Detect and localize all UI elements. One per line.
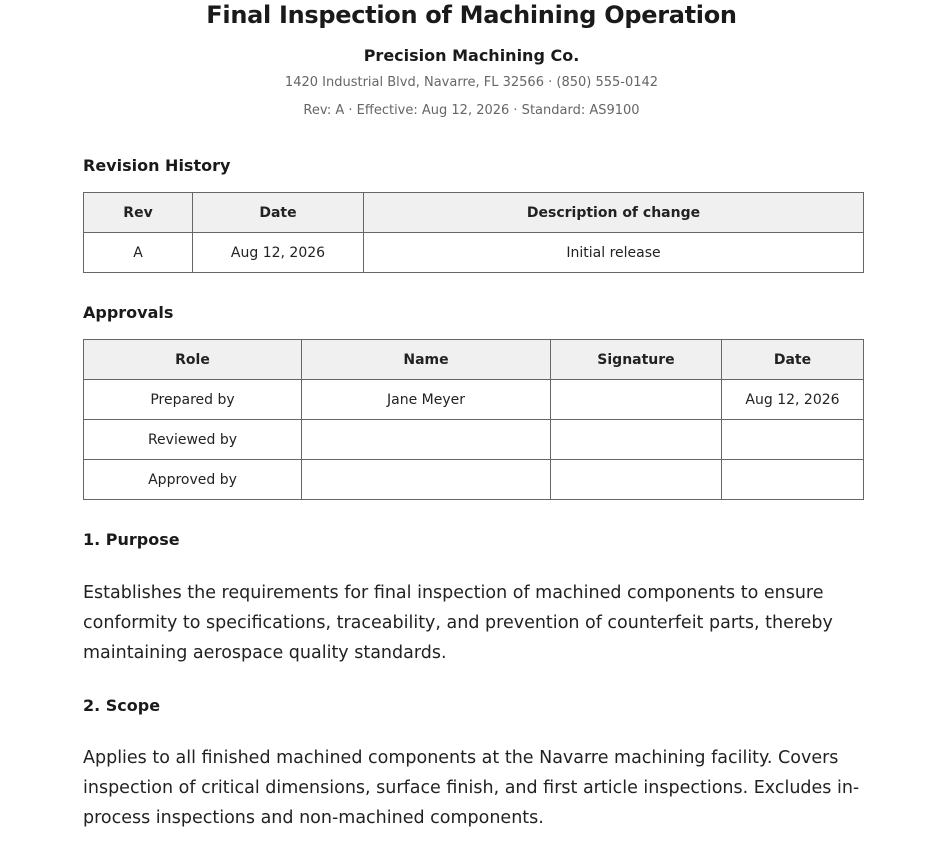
purpose-text: Establishes the requirements for final inspection of machined components to ensure conformity to specifications, traceability, and prevention of counterfeit parts, thereby maintaining aerospace quality standards.	[83, 583, 833, 663]
column-header: Description of change	[364, 193, 864, 233]
table-row	[84, 420, 864, 460]
table-cell: Jane Meyer	[302, 380, 551, 420]
signature-cell	[551, 420, 722, 460]
table-cell	[722, 420, 864, 460]
table-cell: Prepared by	[84, 380, 302, 420]
table-cell	[722, 460, 864, 500]
revision-history-table	[83, 192, 864, 273]
scope-heading: 2. Scope	[83, 696, 161, 715]
column-header: Date	[722, 340, 864, 380]
column-header: Date	[193, 193, 364, 233]
revision-info: Rev: A · Effective: Aug 12, 2026 · Standard: AS9100	[303, 103, 640, 118]
column-header: Signature	[551, 340, 722, 380]
table-cell	[302, 420, 551, 460]
column-header: Role	[84, 340, 302, 380]
company-name: Precision Machining Co.	[363, 46, 580, 65]
approvals-heading: Approvals	[83, 303, 174, 322]
approvals-table	[83, 339, 864, 500]
table-cell: Aug 12, 2026	[722, 380, 864, 420]
table-row	[84, 380, 864, 420]
purpose-heading: 1. Purpose	[83, 530, 180, 549]
company-address: 1420 Industrial Blvd, Navarre, FL 32566 · (850) 555-0142	[284, 75, 659, 90]
table-cell: Aug 12, 2026	[193, 233, 364, 273]
table-row	[84, 460, 864, 500]
column-header: Rev	[84, 193, 193, 233]
table-cell	[302, 460, 551, 500]
table-header-row	[84, 193, 864, 233]
table-cell: Approved by	[84, 460, 302, 500]
table-cell: Initial release	[364, 233, 864, 273]
revision-history-heading: Revision History	[83, 156, 231, 175]
scope-text: Applies to all finished machined components at the Navarre machining facility. Covers inspection of critical dimensions, surface finish, and first article inspections. Excludes in-process inspections and non-machined components.	[83, 748, 860, 828]
document-title: Final Inspection of Machining Operation	[206, 1, 737, 29]
table-cell: Reviewed by	[84, 420, 302, 460]
column-header: Name	[302, 340, 551, 380]
table-row	[84, 233, 864, 273]
table-cell: A	[84, 233, 193, 273]
signature-cell	[551, 380, 722, 420]
table-header-row	[84, 340, 864, 380]
signature-cell	[551, 460, 722, 500]
